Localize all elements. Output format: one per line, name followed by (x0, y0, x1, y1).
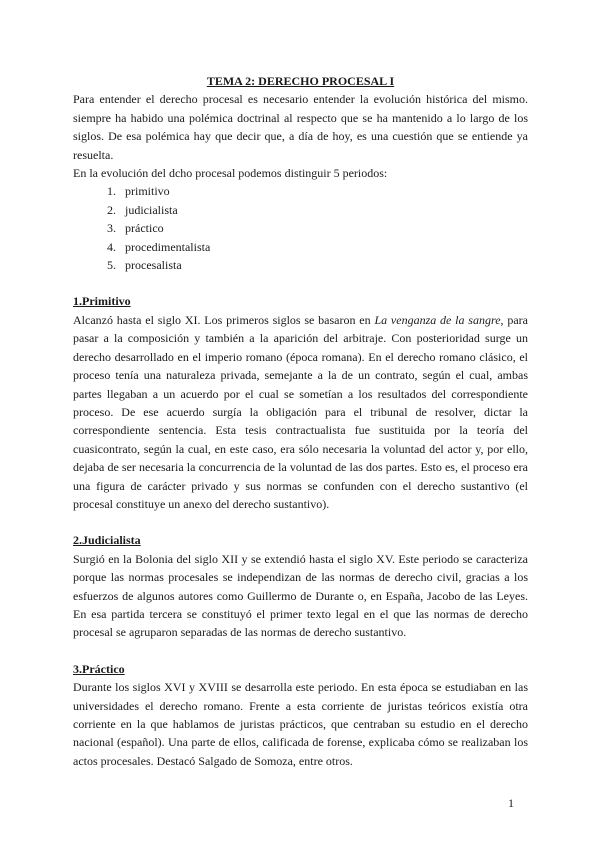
section-text: Durante los siglos XVI y XVIII se desarrolla este periodo. En esta época se estudiaban en las universidades el derecho romano. Frente a esta corriente de juristas teóricos existía otra corriente en la que hablamos de juristas prácticos, que centraban su estudio en el derecho nacional (español). Una parte de ellos, calificada de forense, explicaba cómo se realizaban los actos procesales. Destacó Salgado de Somoza, entre otros. (73, 680, 528, 768)
list-item: 1. primitivo (119, 182, 528, 200)
list-item: 3. práctico (119, 219, 528, 237)
section-heading: 2.Judicialista (73, 533, 141, 548)
section-heading: 1.Primitivo (73, 294, 131, 309)
list-item: 2. judicialista (119, 201, 528, 219)
document-page (73, 72, 528, 770)
page-number: 1 (508, 796, 514, 810)
intro-paragraph: Para entender el derecho procesal es necesario entender la evolución histórica del mismo. siempre ha habido una polémica doctrinal al respecto que se ha mantenido a lo largo de los siglos. De esa polémica hay que decir que, a día de hoy, es una cuestión que se entiende ya resuelta. (73, 92, 528, 162)
section-primitivo (73, 292, 528, 513)
section-heading: 3.Práctico (73, 661, 125, 676)
document-title: TEMA 2: DERECHO PROCESAL I (206, 74, 395, 88)
list-item: 5. procesalista (119, 256, 528, 274)
section-text: Surgió en la Bolonia del siglo XII y se extendió hasta el siglo XV. Este periodo se caracteriza porque las normas procesales se independizan de las normas de derecho civil, gracias a los esfuerzos de algunos autores como Guillermo de Durante o, en España, Jacobo de las Leyes. En esa partida tercera se constituyó el primer texto legal en el que las normas de derecho procesal se agruparon separadas de las normas de derecho sustantivo. (73, 551, 528, 640)
list-item: 4. procedimentalista (119, 238, 528, 256)
italic-title: La venganza de la sangre (374, 312, 501, 327)
section-text: Alcanzó hasta el siglo XI. Los primeros siglos se basaron en La venganza de la sangre, para pasar a la composición y también a la aparición del arbitraje. Con posterioridad surge un derecho desarrollado en el imperio romano (época romana). En el derecho romano clásico, el proceso tenía una naturaleza privada, semejante a la de un contrato, según el cual, ambas partes llegaban a un acuerdo por el cual se sometían a los resultados del correspondiente proceso. De ese acuerdo surgía la obligación para el tribunal de resolver, dictar la correspondiente sentencia. Esta tesis contractualista fue sustituida por la teoría del cuasicontrato, según la cual, en este caso, era sólo necesaria la voluntad del actor y, por ello, dejaba de ser necesaria la concurrencia de la voluntad de las dos partes. Esto es, el proceso era una figura de carácter privado y sus normas se confunden con el derecho sustantivo (el procesal constituye un anexo del derecho sustantivo). (73, 312, 528, 511)
intro-periods-line: En la evolución del dcho procesal podemos distinguir 5 periodos: (73, 166, 388, 181)
periods-list (73, 182, 528, 274)
section-practico (73, 660, 528, 770)
section-judicialista (73, 531, 528, 641)
